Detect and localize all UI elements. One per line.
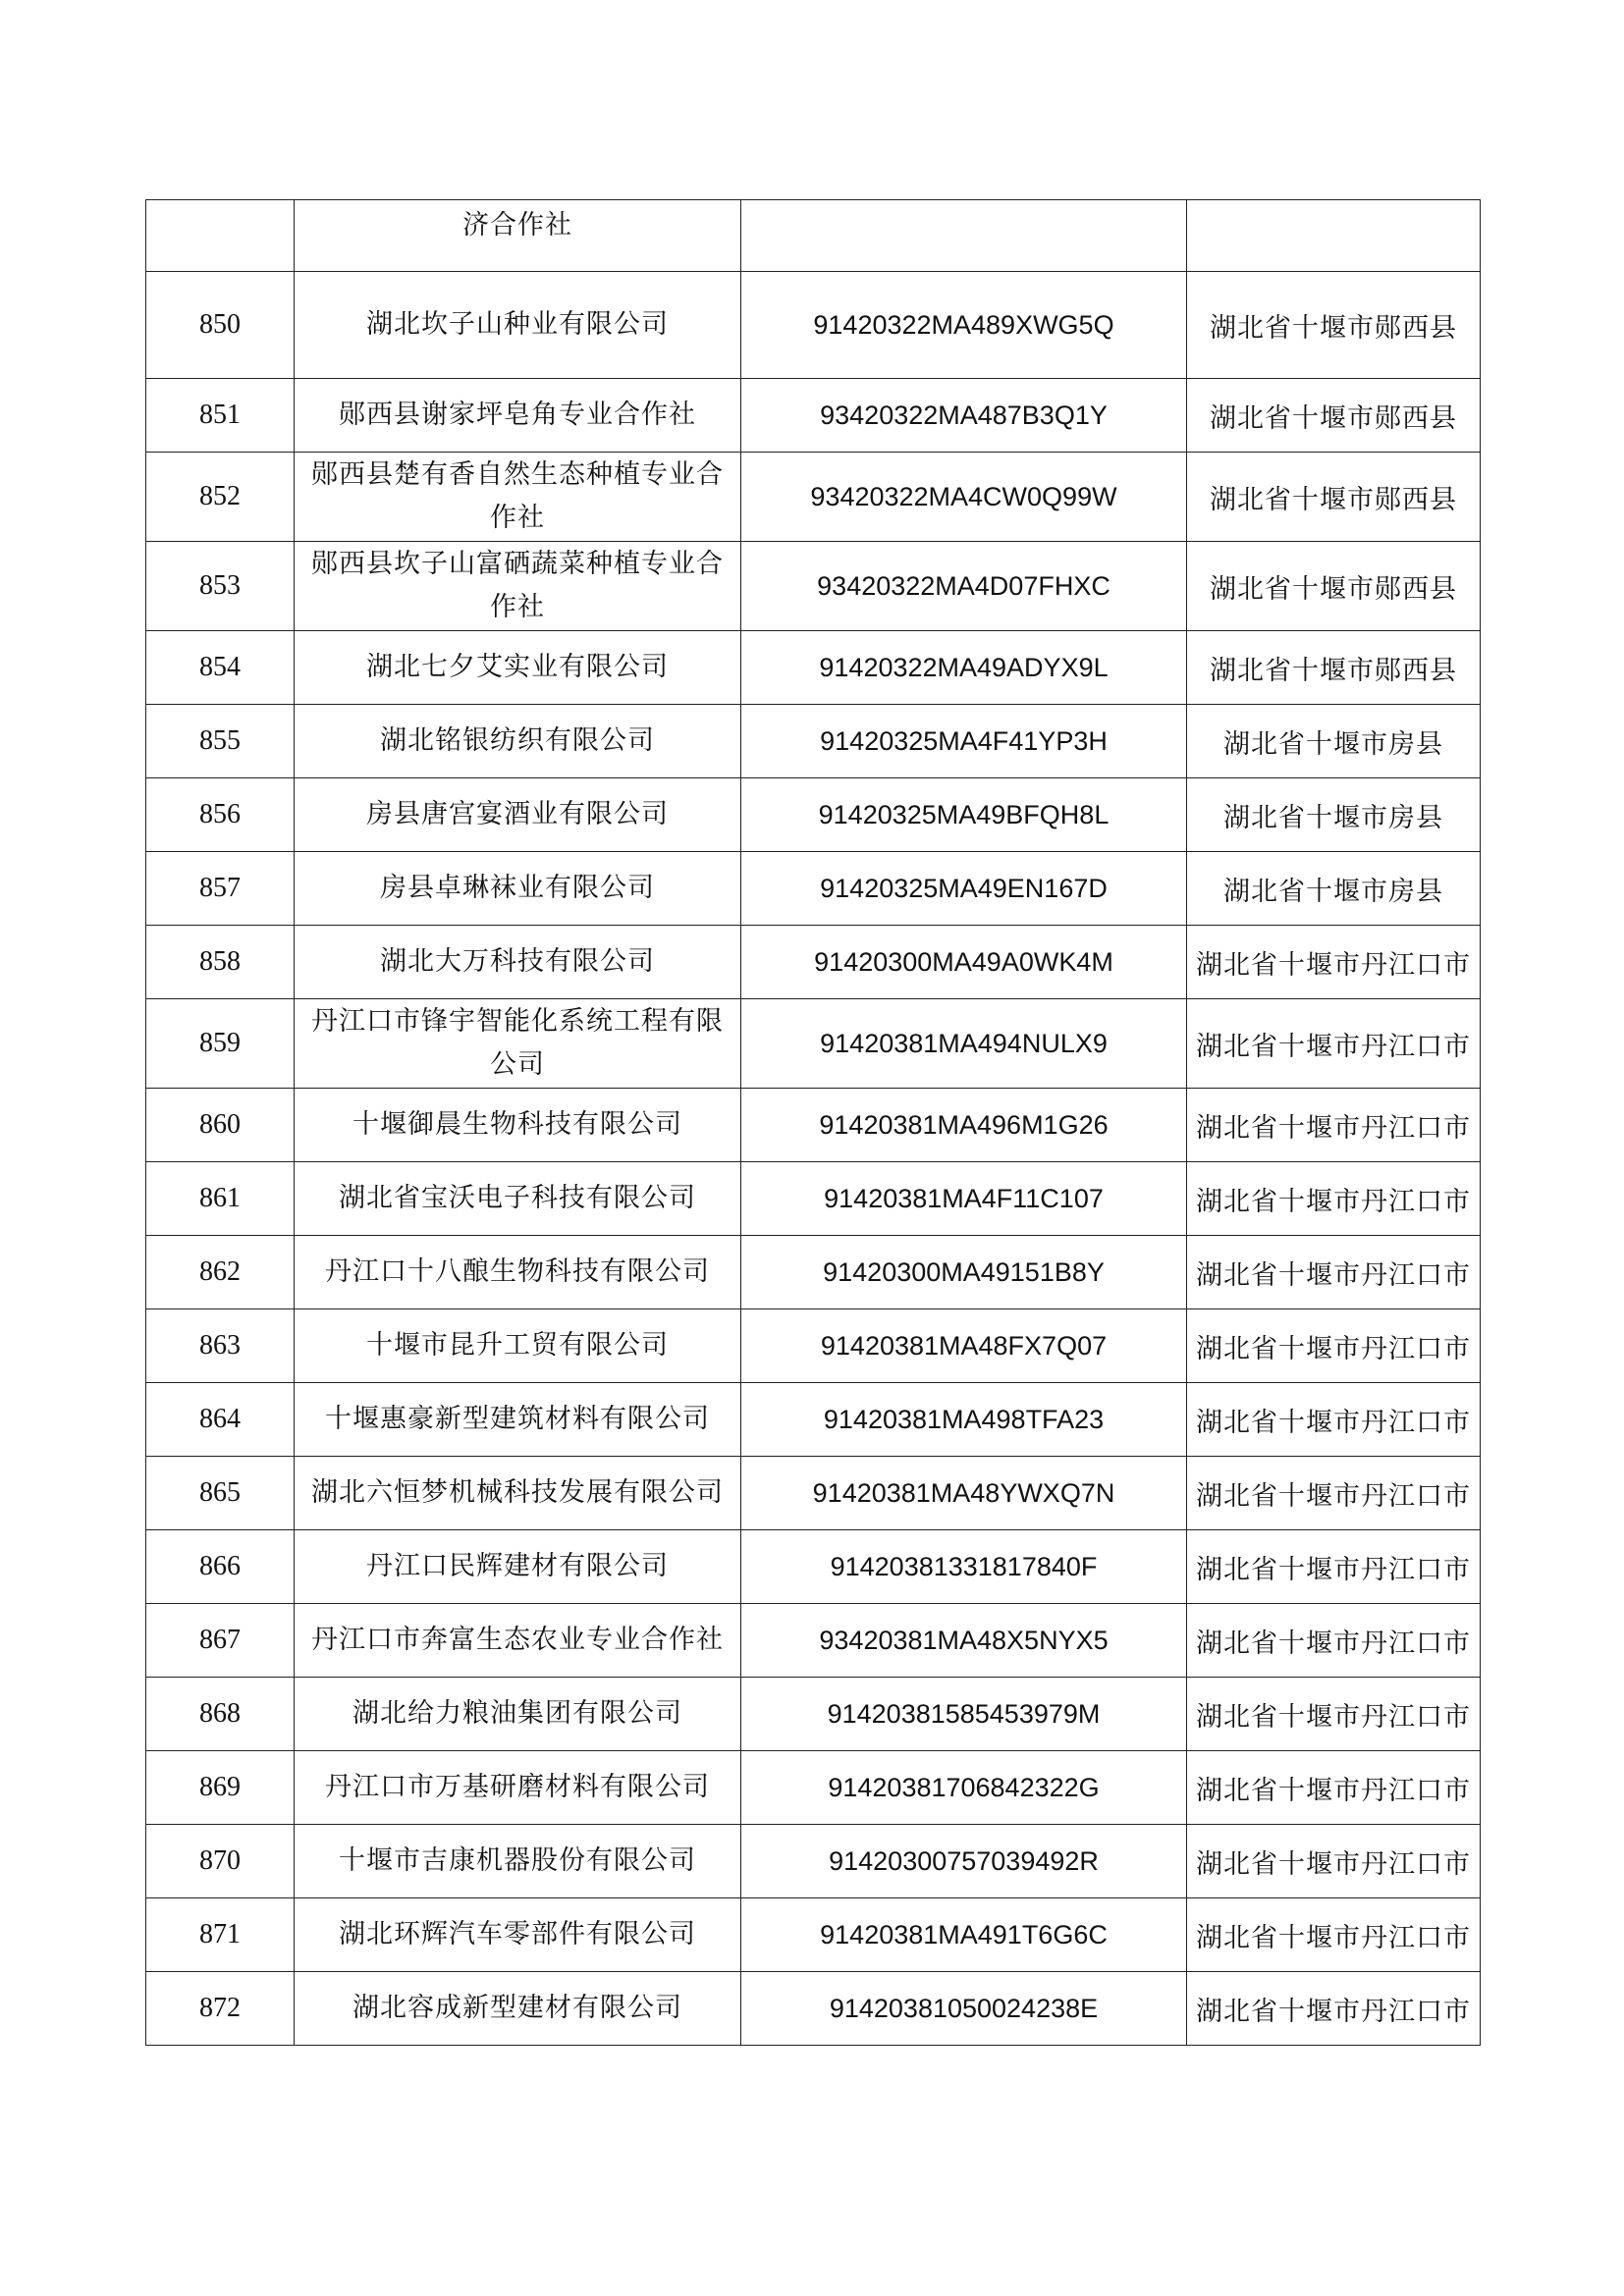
company-name-cell: 十堰惠豪新型建筑材料有限公司 — [295, 1383, 741, 1457]
table-row — [146, 1604, 1481, 1678]
credit-code-cell: 91420381MA494NULX9 — [741, 999, 1187, 1089]
credit-code-cell: 91420381MA496M1G26 — [741, 1089, 1187, 1162]
credit-code-cell: 91420325MA4F41YP3H — [741, 705, 1187, 778]
region-cell: 湖北省十堰市郧西县 — [1187, 631, 1481, 705]
table-row — [146, 1825, 1481, 1898]
company-name-cell: 丹江口市奔富生态农业专业合作社 — [295, 1604, 741, 1678]
credit-code-cell: 91420381MA498TFA23 — [741, 1383, 1187, 1457]
table-row — [146, 1530, 1481, 1604]
row-number-cell: 865 — [146, 1457, 295, 1530]
credit-code-cell: 91420381706842322G — [741, 1751, 1187, 1825]
credit-code-cell: 93420381MA48X5NYX5 — [741, 1604, 1187, 1678]
row-number-cell: 872 — [146, 1972, 295, 2046]
company-name-cell: 丹江口市万基研磨材料有限公司 — [295, 1751, 741, 1825]
company-name-cell: 济合作社 — [295, 200, 741, 272]
company-name-cell: 湖北环辉汽车零部件有限公司 — [295, 1898, 741, 1972]
table-row — [146, 778, 1481, 852]
credit-code-cell: 93420322MA4D07FHXC — [741, 542, 1187, 631]
table-row — [146, 705, 1481, 778]
row-number-cell: 863 — [146, 1309, 295, 1383]
region-cell: 湖北省十堰市房县 — [1187, 705, 1481, 778]
row-number-cell: 850 — [146, 272, 295, 379]
company-name-cell: 湖北给力粮油集团有限公司 — [295, 1678, 741, 1751]
region-cell: 湖北省十堰市房县 — [1187, 852, 1481, 926]
table-row — [146, 379, 1481, 453]
table-row — [146, 542, 1481, 631]
table-row — [146, 852, 1481, 926]
row-number-cell: 868 — [146, 1678, 295, 1751]
table-row — [146, 631, 1481, 705]
credit-code-cell: 91420381585453979M — [741, 1678, 1187, 1751]
company-name-cell: 湖北省宝沃电子科技有限公司 — [295, 1162, 741, 1236]
region-cell: 湖北省十堰市郧西县 — [1187, 272, 1481, 379]
row-number-cell: 854 — [146, 631, 295, 705]
credit-code-cell: 91420381MA48FX7Q07 — [741, 1309, 1187, 1383]
table-row — [146, 1678, 1481, 1751]
company-name-cell: 房县唐宫宴酒业有限公司 — [295, 778, 741, 852]
table-row — [146, 1972, 1481, 2046]
row-number-cell: 870 — [146, 1825, 295, 1898]
table-row — [146, 999, 1481, 1089]
row-number-cell: 859 — [146, 999, 295, 1089]
region-cell: 湖北省十堰市丹江口市 — [1187, 1898, 1481, 1972]
region-cell: 湖北省十堰市丹江口市 — [1187, 1383, 1481, 1457]
enterprise-table — [145, 199, 1481, 2046]
row-number-cell: 861 — [146, 1162, 295, 1236]
region-cell: 湖北省十堰市郧西县 — [1187, 542, 1481, 631]
table-row — [146, 1089, 1481, 1162]
company-name-cell: 湖北大万科技有限公司 — [295, 926, 741, 999]
row-number-cell: 853 — [146, 542, 295, 631]
credit-code-cell: 91420381MA48YWXQ7N — [741, 1457, 1187, 1530]
region-cell: 湖北省十堰市丹江口市 — [1187, 1309, 1481, 1383]
region-cell: 湖北省十堰市丹江口市 — [1187, 1678, 1481, 1751]
row-number-cell: 866 — [146, 1530, 295, 1604]
credit-code-cell: 91420300MA49151B8Y — [741, 1236, 1187, 1309]
region-cell: 湖北省十堰市丹江口市 — [1187, 1751, 1481, 1825]
region-cell: 湖北省十堰市丹江口市 — [1187, 1089, 1481, 1162]
table-row — [146, 1751, 1481, 1825]
row-number-cell: 855 — [146, 705, 295, 778]
credit-code-cell: 93420322MA4CW0Q99W — [741, 453, 1187, 542]
row-number-cell: 852 — [146, 453, 295, 542]
region-cell: 湖北省十堰市丹江口市 — [1187, 1530, 1481, 1604]
row-number-cell: 862 — [146, 1236, 295, 1309]
row-number-cell: 851 — [146, 379, 295, 453]
credit-code-cell: 91420381331817840F — [741, 1530, 1187, 1604]
credit-code-cell: 91420325MA49BFQH8L — [741, 778, 1187, 852]
company-name-cell: 郧西县谢家坪皂角专业合作社 — [295, 379, 741, 453]
row-number-cell: 858 — [146, 926, 295, 999]
table-row — [146, 272, 1481, 379]
row-number-cell — [146, 200, 295, 272]
credit-code-cell: 91420300757039492R — [741, 1825, 1187, 1898]
region-cell — [1187, 200, 1481, 272]
company-name-cell: 湖北坎子山种业有限公司 — [295, 272, 741, 379]
row-number-cell: 871 — [146, 1898, 295, 1972]
company-name-cell: 湖北六恒梦机械科技发展有限公司 — [295, 1457, 741, 1530]
region-cell: 湖北省十堰市丹江口市 — [1187, 999, 1481, 1089]
credit-code-cell — [741, 200, 1187, 272]
region-cell: 湖北省十堰市丹江口市 — [1187, 1825, 1481, 1898]
credit-code-cell: 91420300MA49A0WK4M — [741, 926, 1187, 999]
credit-code-cell: 91420381MA4F11C107 — [741, 1162, 1187, 1236]
table-row — [146, 926, 1481, 999]
company-name-cell: 丹江口市锋宇智能化系统工程有限公司 — [295, 999, 741, 1089]
company-name-cell: 湖北铭银纺织有限公司 — [295, 705, 741, 778]
row-number-cell: 869 — [146, 1751, 295, 1825]
credit-code-cell: 91420322MA49ADYX9L — [741, 631, 1187, 705]
credit-code-cell: 91420325MA49EN167D — [741, 852, 1187, 926]
company-name-cell: 湖北容成新型建材有限公司 — [295, 1972, 741, 2046]
table-row — [146, 1898, 1481, 1972]
company-name-cell: 房县卓琳袜业有限公司 — [295, 852, 741, 926]
table-row — [146, 1236, 1481, 1309]
table-row-continued — [146, 200, 1481, 272]
region-cell: 湖北省十堰市丹江口市 — [1187, 1236, 1481, 1309]
region-cell: 湖北省十堰市丹江口市 — [1187, 1457, 1481, 1530]
row-number-cell: 864 — [146, 1383, 295, 1457]
region-cell: 湖北省十堰市丹江口市 — [1187, 926, 1481, 999]
company-name-cell: 丹江口民辉建材有限公司 — [295, 1530, 741, 1604]
credit-code-cell: 91420381050024238E — [741, 1972, 1187, 2046]
row-number-cell: 856 — [146, 778, 295, 852]
region-cell: 湖北省十堰市丹江口市 — [1187, 1972, 1481, 2046]
region-cell: 湖北省十堰市郧西县 — [1187, 379, 1481, 453]
company-name-cell: 郧西县楚有香自然生态种植专业合作社 — [295, 453, 741, 542]
region-cell: 湖北省十堰市房县 — [1187, 778, 1481, 852]
enterprise-table-body — [146, 200, 1481, 2046]
company-name-cell: 十堰市昆升工贸有限公司 — [295, 1309, 741, 1383]
credit-code-cell: 93420322MA487B3Q1Y — [741, 379, 1187, 453]
row-number-cell: 860 — [146, 1089, 295, 1162]
table-row — [146, 1162, 1481, 1236]
row-number-cell: 857 — [146, 852, 295, 926]
table-row — [146, 1457, 1481, 1530]
row-number-cell: 867 — [146, 1604, 295, 1678]
company-name-cell: 郧西县坎子山富硒蔬菜种植专业合作社 — [295, 542, 741, 631]
region-cell: 湖北省十堰市丹江口市 — [1187, 1604, 1481, 1678]
table-row — [146, 453, 1481, 542]
company-name-cell: 丹江口十八酿生物科技有限公司 — [295, 1236, 741, 1309]
credit-code-cell: 91420322MA489XWG5Q — [741, 272, 1187, 379]
region-cell: 湖北省十堰市丹江口市 — [1187, 1162, 1481, 1236]
table-row — [146, 1309, 1481, 1383]
table-row — [146, 1383, 1481, 1457]
company-name-cell: 湖北七夕艾实业有限公司 — [295, 631, 741, 705]
credit-code-cell: 91420381MA491T6G6C — [741, 1898, 1187, 1972]
company-name-cell: 十堰市吉康机器股份有限公司 — [295, 1825, 741, 1898]
region-cell: 湖北省十堰市郧西县 — [1187, 453, 1481, 542]
company-name-cell: 十堰御晨生物科技有限公司 — [295, 1089, 741, 1162]
